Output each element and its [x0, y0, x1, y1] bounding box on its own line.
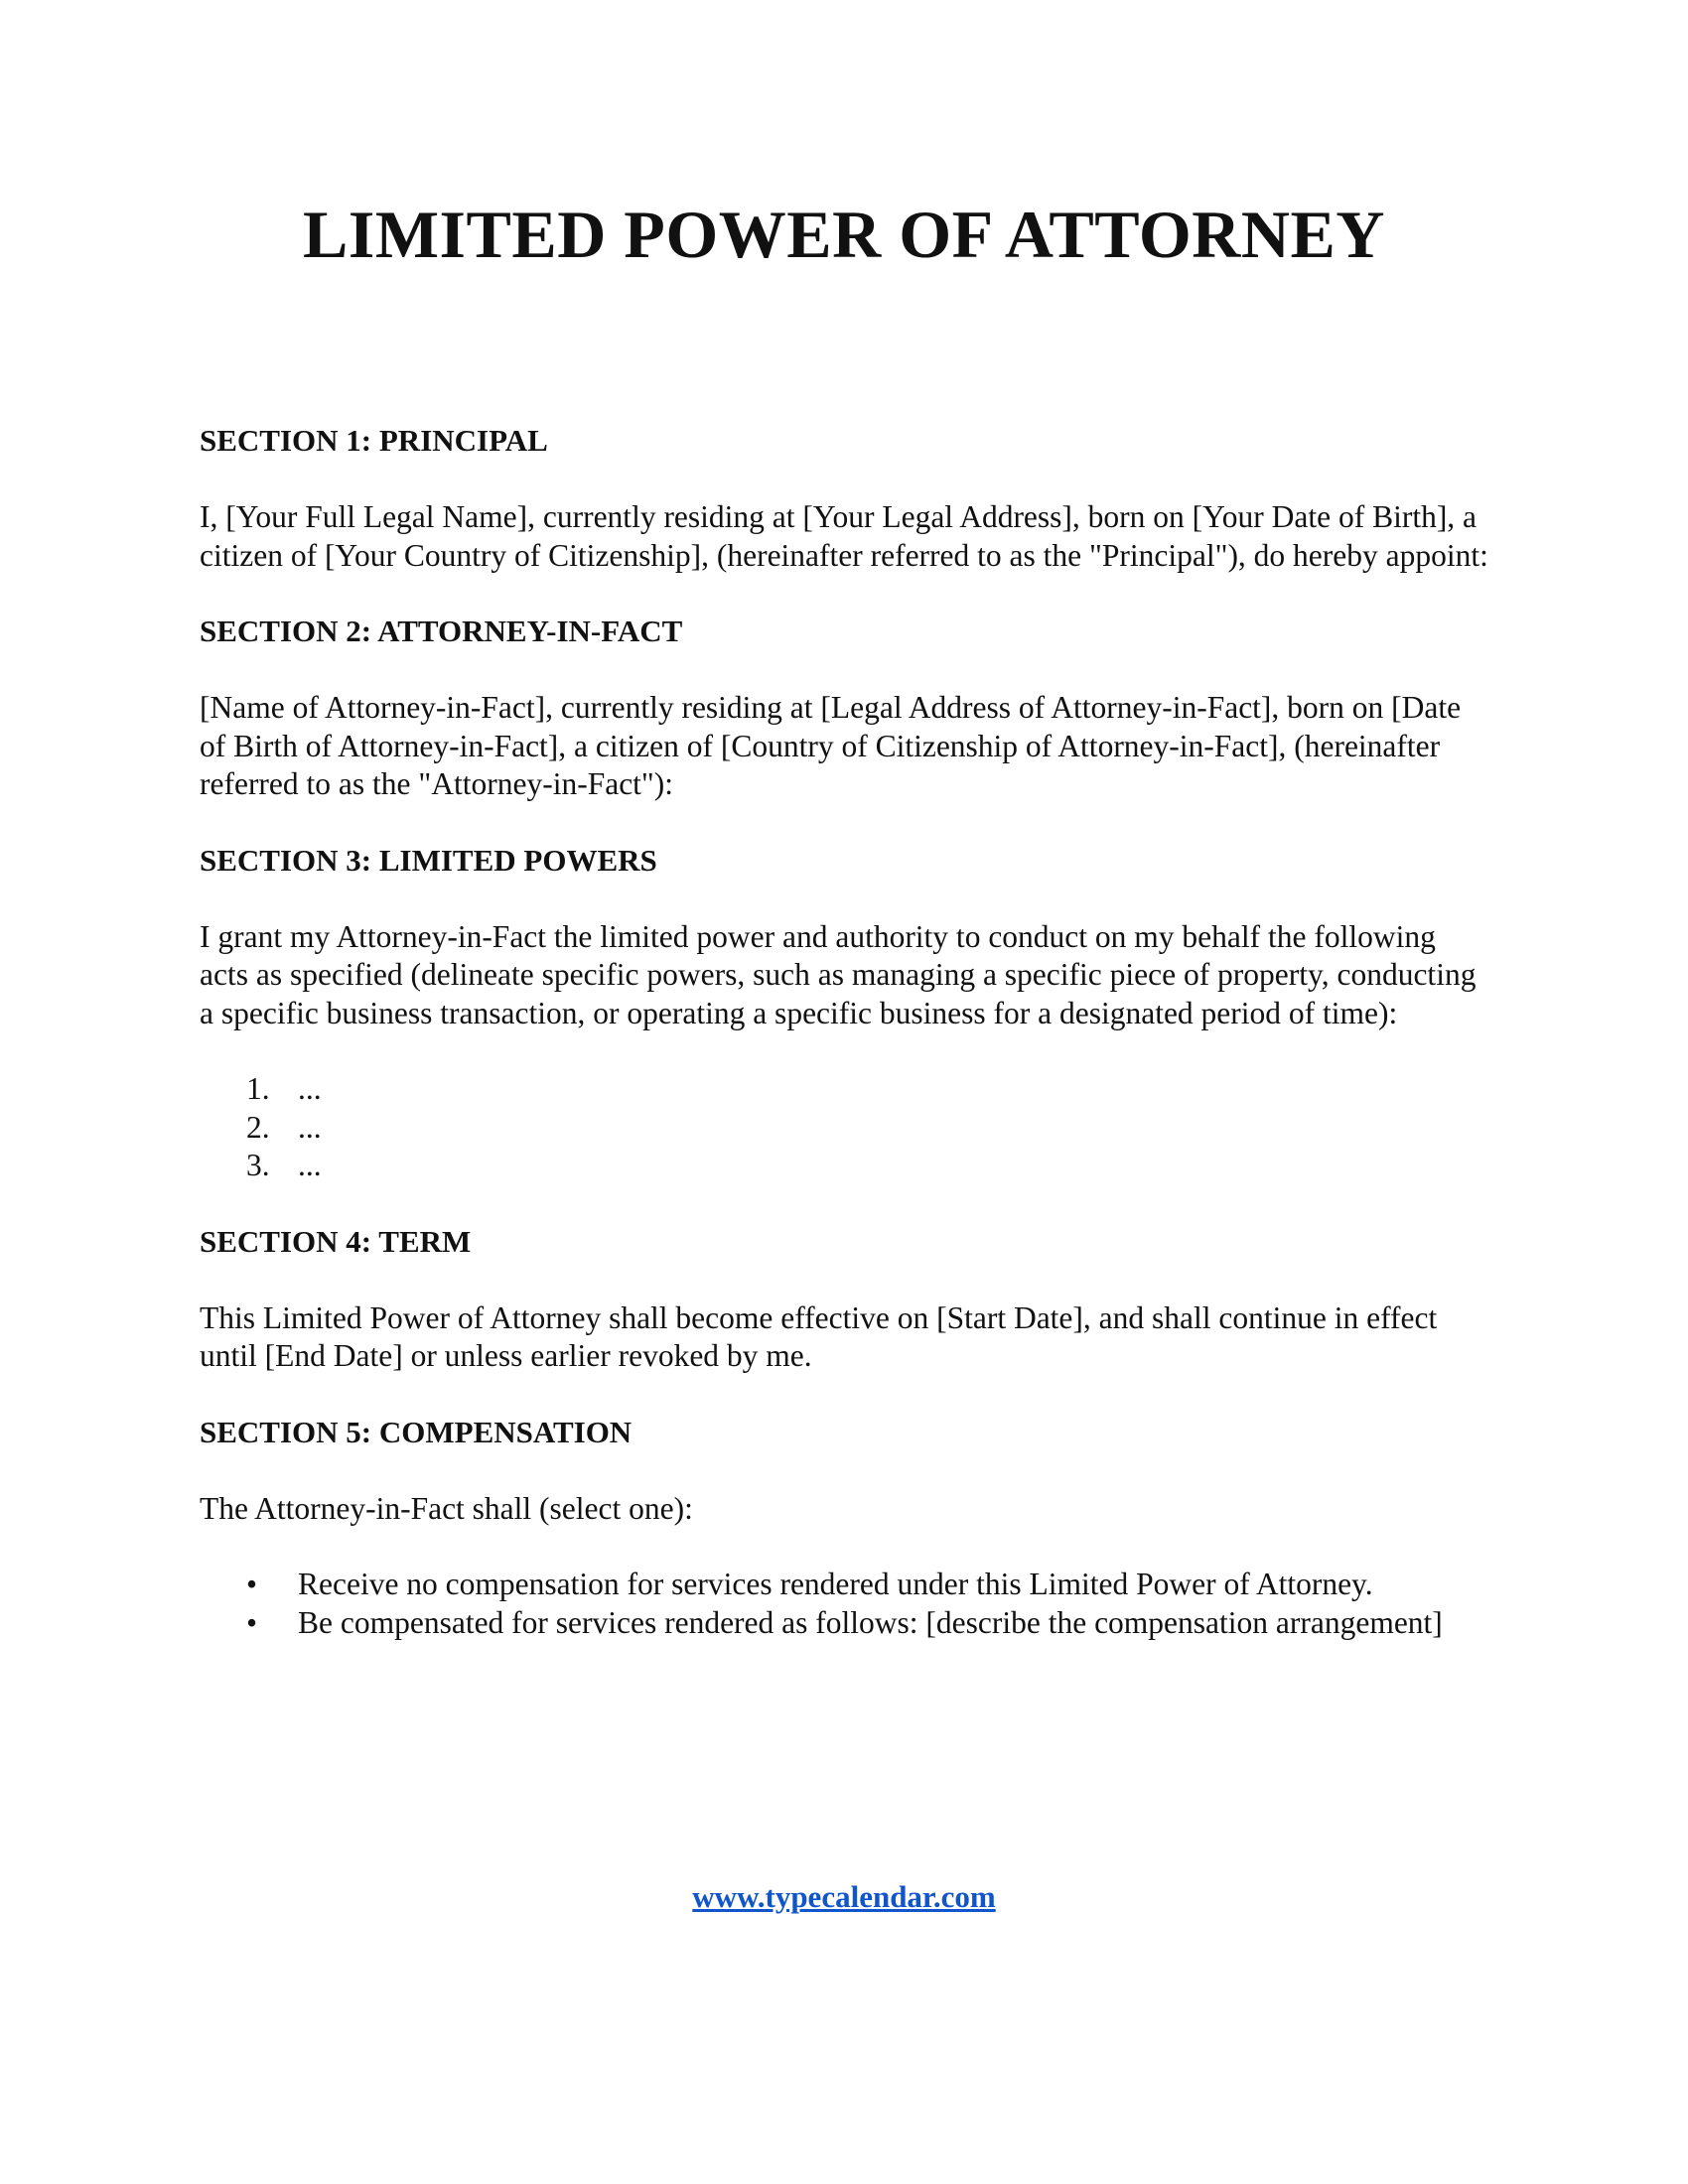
section-heading: SECTION 4: TERM	[200, 1223, 472, 1259]
section-term	[200, 1223, 1490, 1376]
list-number: 2.	[246, 1109, 270, 1145]
list-item	[200, 1070, 1490, 1109]
footer	[0, 1878, 1688, 1916]
compensation-options-list	[200, 1566, 1490, 1642]
bullet-icon: •	[246, 1604, 258, 1640]
document-title: LIMITED POWER OF ATTORNEY	[303, 197, 1385, 272]
list-item-text: Receive no compensation for services rendered under this Limited Power of Attorney.	[298, 1567, 1373, 1601]
section-principal	[200, 422, 1490, 575]
section-paragraph: This Limited Power of Attorney shall become effective on [Start Date], and shall continue in effect until [End Date] or unless earlier revoked by me.	[200, 1299, 1438, 1373]
website-link[interactable]: www.typecalendar.com	[692, 1879, 996, 1914]
section-paragraph: The Attorney-in-Fact shall (select one):	[200, 1490, 693, 1526]
list-item-text: Be compensated for services rendered as follows: [describe the compensation arrangement]	[298, 1604, 1443, 1640]
list-item	[200, 1109, 1490, 1148]
list-item-text: ...	[298, 1148, 322, 1182]
section-heading: SECTION 1: PRINCIPAL	[200, 423, 548, 458]
section-attorney-in-fact	[200, 613, 1490, 804]
list-item	[200, 1604, 1490, 1643]
section-limited-powers	[200, 842, 1490, 1185]
list-number: 3.	[246, 1148, 270, 1182]
document-body	[200, 422, 1490, 1642]
list-item-text: ...	[298, 1071, 322, 1106]
powers-list	[200, 1070, 1490, 1185]
list-item	[200, 1566, 1490, 1604]
section-heading: SECTION 3: LIMITED POWERS	[200, 842, 657, 878]
section-compensation	[200, 1414, 1490, 1643]
bullet-icon: •	[246, 1567, 258, 1601]
section-paragraph: [Name of Attorney-in-Fact], currently residing at [Legal Address of Attorney-in-Fact], born on [Date of Birth of Attorney-in-Fact], a citizen of [Country of Citizenship of Attorney-in-Fact], (hereinafter referred to as the "Attorney-in-Fact"):	[200, 690, 1462, 801]
section-heading: SECTION 2: ATTORNEY-IN-FACT	[200, 614, 683, 648]
section-paragraph: I, [Your Full Legal Name], currently residing at [Your Legal Address], born on [Your Date of Birth], a citizen of [Your Country of Citizenship], (hereinafter referred to as the "Principal"), do hereby appoint:	[200, 499, 1488, 573]
list-number: 1.	[246, 1071, 270, 1106]
section-heading: SECTION 5: COMPENSATION	[200, 1414, 633, 1449]
list-item-text: ...	[298, 1109, 322, 1145]
list-item	[200, 1147, 1490, 1185]
section-paragraph: I grant my Attorney-in-Fact the limited power and authority to conduct on my behalf the following acts as specified (delineate specific powers, such as managing a specific piece of property, conducting a specific business transaction, or operating a specific business for a designated period of time):	[200, 918, 1477, 1030]
